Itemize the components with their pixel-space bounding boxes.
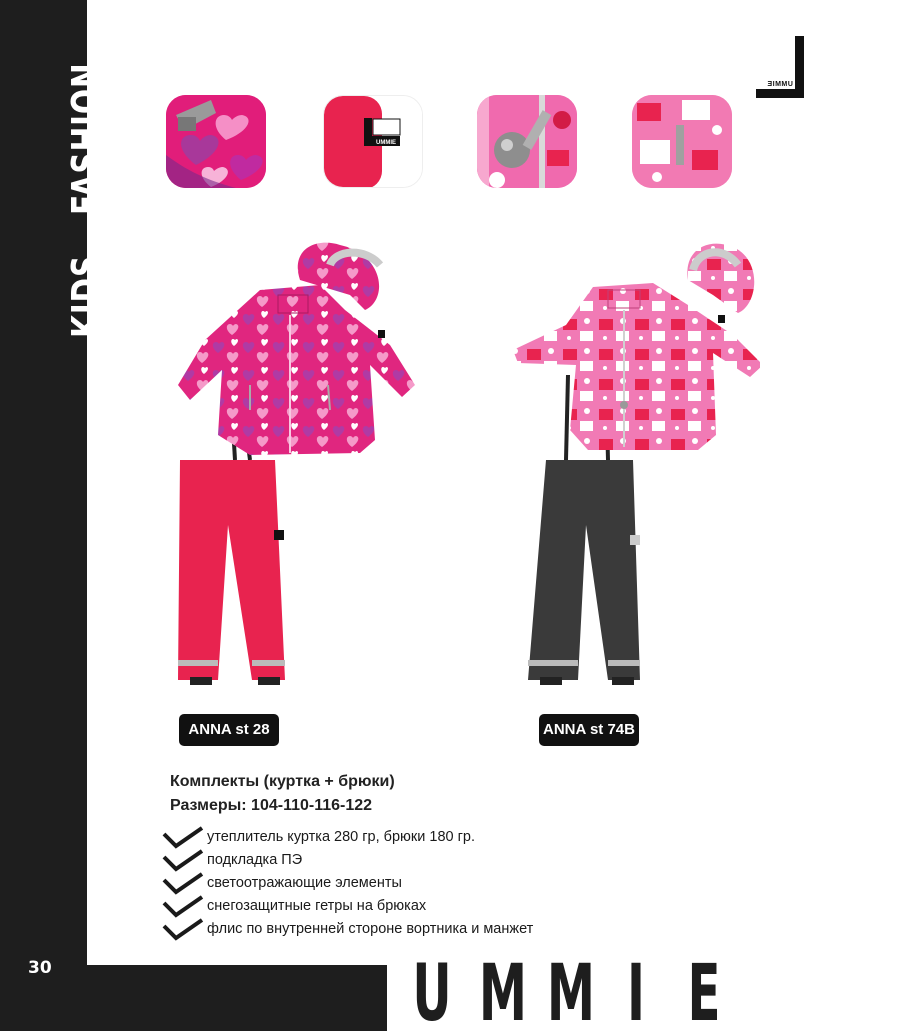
page-number: 30: [28, 958, 52, 978]
brand-logo-icon: [756, 36, 804, 98]
brand-letter: M: [478, 949, 528, 1031]
feature-item: светоотражающие элементы: [160, 872, 533, 895]
feature-item: флис по внутренней стороне вортника и манжет: [160, 918, 533, 941]
feature-item: утеплитель куртка 280 гр, брюки 180 гр.: [160, 826, 533, 849]
svg-text:UMMIE: UMMIE: [376, 140, 396, 146]
brand-letter: I: [627, 949, 645, 1031]
feature-item: подкладка ПЭ: [160, 849, 533, 872]
feature-item: снегозащитные гетры на брюках: [160, 895, 533, 918]
brand-letter: U: [412, 949, 452, 1031]
checkmark-icon: [160, 826, 204, 849]
checkmark-icon: [160, 918, 204, 941]
bottom-band: [87, 965, 387, 1031]
swatch-hearts-print: [166, 95, 266, 188]
swatch-cat-print: [632, 95, 732, 188]
sidebar-word-kids: KIDS: [64, 254, 108, 338]
sizes-line: Размеры: 104-110-116-122: [170, 797, 373, 814]
brand-letter: M: [546, 949, 596, 1031]
set-title: Комплекты (куртка + брюки): [170, 773, 395, 790]
logo-mini-text: UMMIE: [767, 81, 793, 88]
swatch-logo-label: [323, 95, 423, 188]
brand-wordmark: [398, 949, 738, 1031]
brand-letter: E: [687, 949, 721, 1031]
model-label-anna-st-28: ANNA st 28: [179, 714, 279, 746]
feature-list: [160, 826, 533, 941]
garment-anna-st-28: [150, 225, 450, 695]
checkmark-icon: [160, 895, 204, 918]
sidebar-title: [64, 38, 109, 338]
garment-anna-st-74b: [488, 225, 788, 695]
left-sidebar: [0, 0, 108, 1031]
checkmark-icon: [160, 872, 204, 895]
sidebar-word-fashion: FASHION: [64, 63, 108, 216]
checkmark-icon: [160, 849, 204, 872]
model-label-anna-st-74b: ANNA st 74B: [539, 714, 639, 746]
swatch-zipper-pull: [477, 95, 577, 188]
